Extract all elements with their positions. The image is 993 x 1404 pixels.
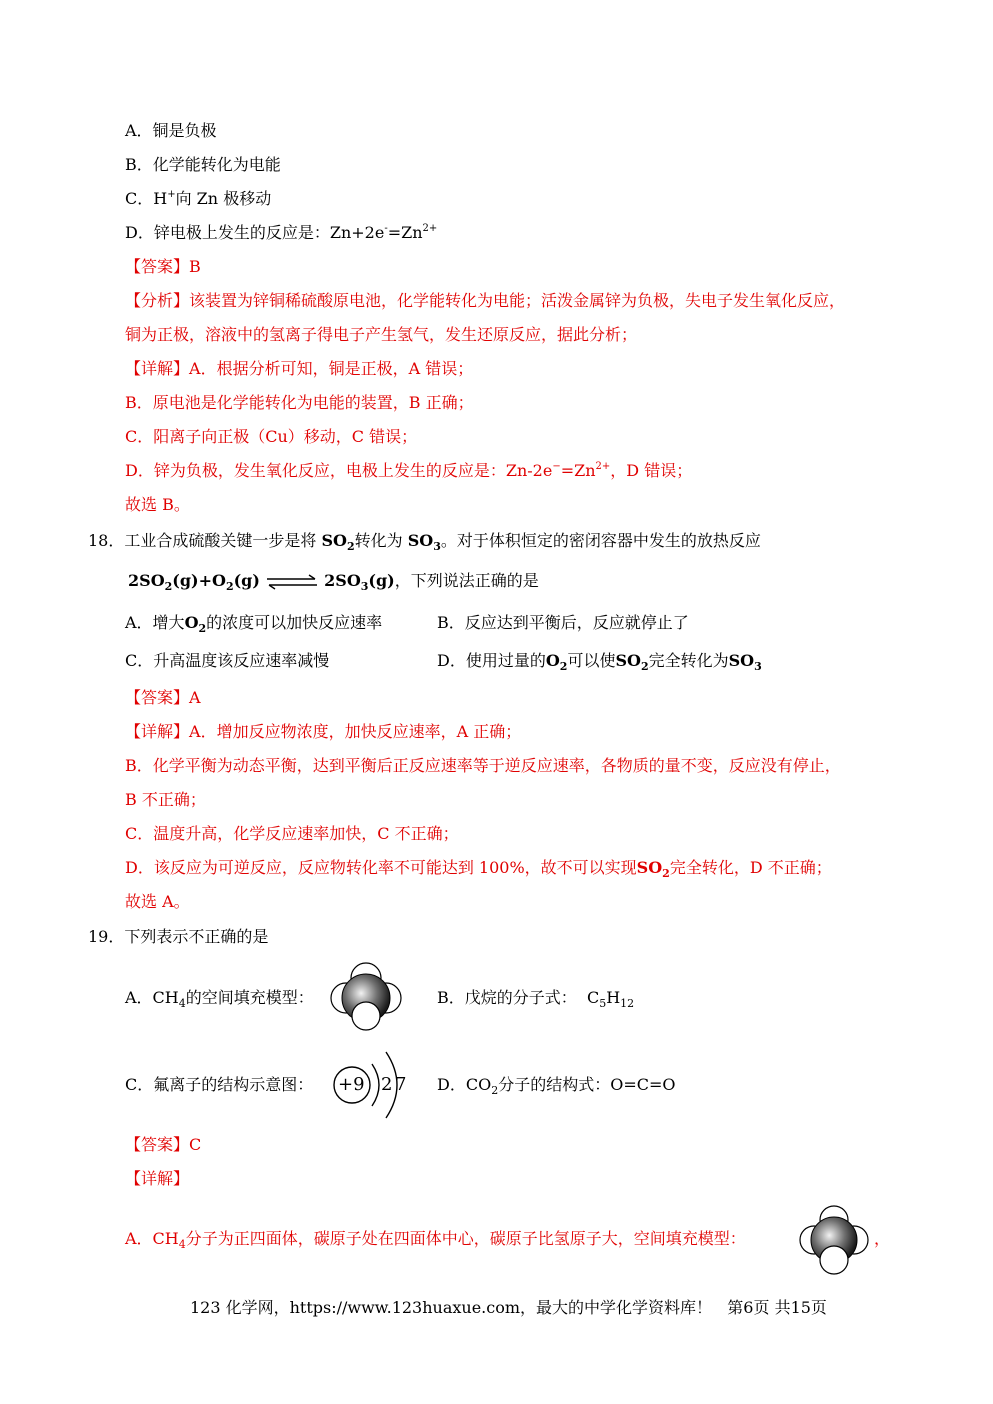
q17-detail-c: C．阳离子向正极（Cu）移动，C 错误； [125,427,418,446]
q19-option-b: B．戊烷的分子式： $C_5H_{12}$ [437,988,635,1010]
q18-answer: 【答案】A [125,688,201,707]
q17-detail-d: D．锌为负极，发生氧化反应，电极上发生的反应是：$Zn-2e^-=Zn^{2+}$，D 错误； [125,461,693,480]
reversible-arrow-icon [265,575,319,589]
q17-analysis-line2: 铜为正极，溶液中的氢离子得电子产生氢气，发生还原反应，据此分析； [125,325,638,344]
q17-option-b: B．化学能转化为电能 [125,155,281,174]
q19-option-d: D．$CO_2$分子的结构式：O=C=O [437,1075,676,1097]
q18-equation: $2SO_2(g)+O_2(g)$ $2SO_3(g)$，下列说法正确的是 [128,571,539,593]
q18-detail-d: D．该反应为可逆反应，反应物转化率不可能达到 100%，故不可以实现$SO_2$完全转化，D 不正确； [125,858,832,880]
q18-option-d: D．使用过量的$O_2$可以使$SO_2$完全转化为$SO_3$ [437,651,762,673]
nucleus-charge: +9 [338,1074,365,1095]
q19-option-a: A．$CH_4$的空间填充模型： [125,988,314,1010]
footer-site: 123 化学网，https://www.123huaxue.com，最大的中学化学资料库！ [190,1298,713,1317]
q18-detail-c: C．温度升高，化学反应速率加快，C 不正确； [125,824,459,843]
q17-option-a: A．铜是负极 [125,121,217,140]
q18-stem: 18．工业合成硫酸关键一步是将 $SO_2$转化为 $SO_3$。对于体积恒定的密闭容器中发生的放热反应 [88,531,761,553]
q17-option-d: D．锌电极上发生的反应是：$Zn+2e^-=Zn^{2+}$ [125,223,438,242]
q18-detail-a: 【详解】A．增加反应物浓度，加快反应速率，A 正确； [125,722,522,741]
q17-conclusion: 故选 B。 [125,495,190,514]
q19-stem: 19．下列表示不正确的是 [88,927,269,946]
q18-option-b: B．反应达到平衡后，反应就停止了 [437,613,689,632]
q17-analysis-line1: 【分析】该装置为锌铜稀硫酸原电池，化学能转化为电能；活泼金属锌为负极，失电子发生氧化反应， [125,291,846,310]
q18-conclusion: 故选 A。 [125,892,190,911]
q19-detail-a: A．$CH_4$分子为正四面体，碳原子处在四面体中心，碳原子比氢原子大，空间填充模型： [125,1229,746,1251]
q18-option-a: A．增大$O_2$的浓度可以加快反应速率 [125,613,383,635]
page-number: 第6页 共15页 [727,1298,827,1317]
footer [190,1297,827,1319]
q17-answer: 【答案】B [125,257,201,276]
q18-detail-b1: B．化学平衡为动态平衡，达到平衡后正反应速率等于逆反应速率，各物质的量不变，反应没有停止， [125,756,841,775]
q17-option-c: C．H+向 Zn 极移动 [125,189,272,208]
methane-space-filling-model-icon [796,1202,872,1276]
q19-detail-tag: 【详解】 [125,1169,190,1188]
q17-detail-a: 【详解】A．根据分析可知，铜是正极，A 错误； [125,359,474,378]
q18-detail-b2: B 不正确； [125,790,206,809]
q19-detail-a-end: ， [874,1229,891,1248]
q18-option-c: C．升高温度该反应速率减慢 [125,651,330,670]
methane-space-filling-model-icon [326,960,406,1032]
q19-option-c: C．氟离子的结构示意图： [125,1075,314,1094]
q17-detail-b: B．原电池是化学能转化为电能的装置，B 正确； [125,393,474,412]
q19-answer: 【答案】C [125,1135,202,1154]
shell-2-electrons: 7 [395,1074,407,1095]
shell-1-electrons: 2 [381,1074,393,1095]
